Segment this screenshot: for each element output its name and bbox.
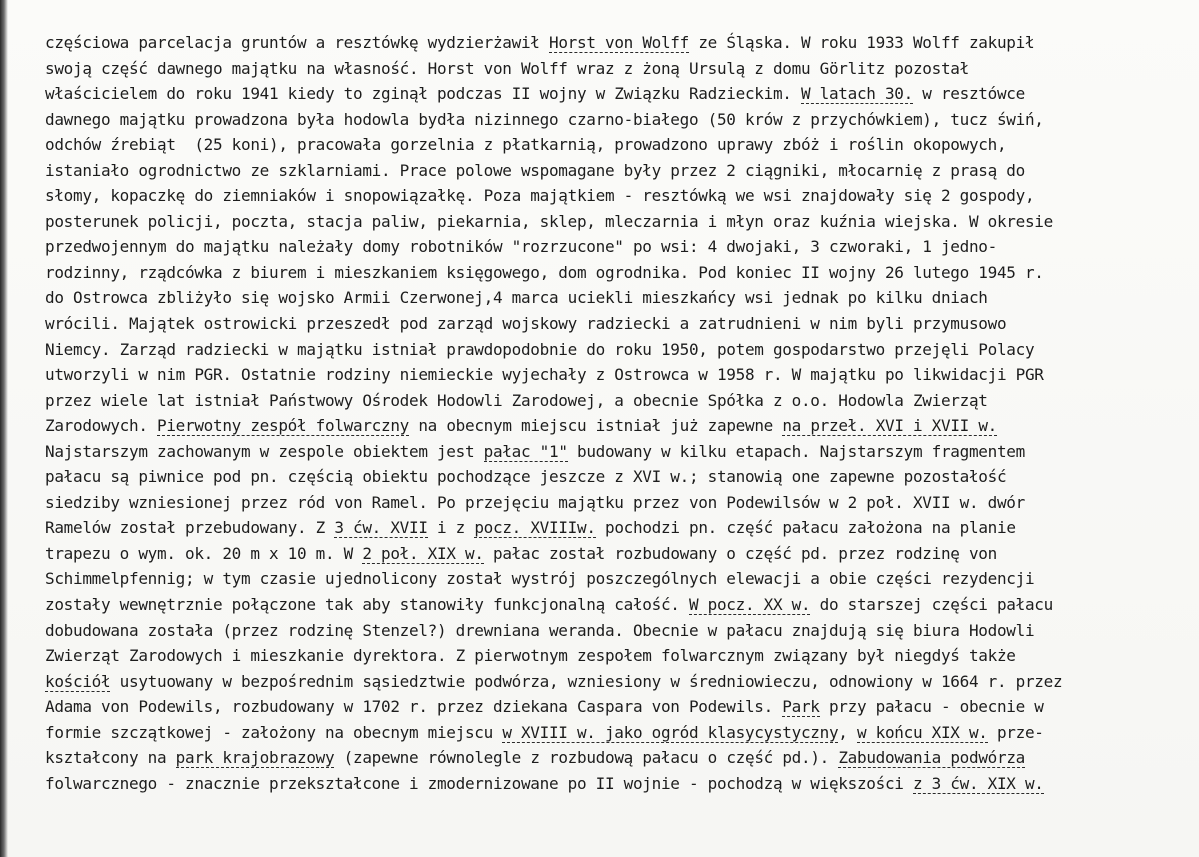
underlined-phrase: w końcu XIX w. [856,722,988,742]
text-segment: właścicielem do roku 1941 kiedy to zginął podczas II wojny w Związku Radzieckim. [45,84,801,104]
text-line [45,132,1185,158]
underlined-phrase: na przeł. XVI i XVII w. [782,416,997,436]
text-line [45,771,1185,797]
text-segment: pałac został rozbudowany o część pd. przez rodzinę von [483,543,997,563]
underlined-phrase: Pierwotny zespół folwarczny [157,416,409,436]
text-segment: istaniało ogrodnictwo ze szklarniami. Prace polowe wspomagane były przez 2 ciągniki, młocarnię z prasą do [45,160,1025,180]
text-segment: kształcony na [45,748,176,768]
text-line [45,183,1185,209]
text-segment: dobudowana została (przez rodzinę Stenzel?) drewniana weranda. Obecnie w pałacu znajdują się biura Hodowli [45,620,1035,640]
text-line [45,81,1185,107]
text-segment: na obecnym miejscu istniał już zapewne [409,416,783,436]
text-line [45,56,1185,82]
text-line [45,541,1185,567]
text-segment: posterunek policji, poczta, stacja paliw, piekarnia, sklep, mleczarnia i młyn oraz kuźnia wiejska. W okresie [45,211,1053,231]
text-segment: do Ostrowca zbliżyło się wojsko Armii Czerwonej,4 marca uciekli mieszkańcy wsi jednak po kilku dniach [45,288,988,308]
underlined-phrase: kościół [45,671,111,691]
text-segment: Zwierząt Zarodowych i mieszkanie dyrektora. Z pierwotnym zespołem folwarcznym związany był niegdyś także [45,646,1016,666]
underlined-phrase: Zabudowania podwórza [838,748,1025,768]
page-edge-shadow [0,0,8,857]
text-segment: swoją część dawnego majątku na własność. Horst von Wolff wraz z żoną Ursulą z domu Görlitz pozostał [45,58,969,78]
text-segment: i z [427,518,475,538]
underlined-phrase: Park [782,697,820,717]
text-segment: dawnego majątku prowadzona była hodowla bydła nizinnego czarno-białego (50 krów z przychówkiem), tucz świń, [45,109,1044,129]
text-line [45,413,1185,439]
underlined-phrase: pocz. XVIIIw. [474,518,596,538]
text-segment: przez wiele lat istniał Państwowy Ośrodek Hodowli Zarodowej, a obecnie Spółka z o.o. Hodowla Zwierząt [45,390,988,410]
text-line [45,643,1185,669]
typewritten-text [45,30,1185,796]
text-segment: Ramelów został przebudowany. Z [45,518,335,538]
text-segment: odchów źrebiąt (25 koni), pracowała gorzelnia z płatkarnią, prowadzono uprawy zbóż i roślin okopowych, [45,135,1007,155]
text-segment: pałacu są piwnice pod pn. częścią obiektu pochodzące jeszcze z XVI w.; stanowią one zapewne pozostałość [45,467,1007,487]
text-segment: usytuowany w bezpośrednim sąsiedztwie podwórza, wzniesiony w średniowieczu, odnowiony w 1664 r. przez [110,671,1063,691]
text-line [45,439,1185,465]
text-segment: pochodzi pn. część pałacu założona na planie [595,518,1016,538]
underlined-phrase: park krajobrazowy [175,748,335,768]
text-line [45,285,1185,311]
text-line [45,260,1185,286]
text-segment: , [838,722,857,742]
text-line [45,388,1185,414]
underlined-phrase: W latach 30. [800,84,913,104]
text-line [45,234,1185,260]
text-segment: Niemcy. Zarząd radziecki w majątku istniał prawdopodobnie do roku 1950, potem gospodarstwo przejęli Polacy [45,339,1035,359]
text-segment: przedwojennym do majątku należały domy robotników "rozrzucone" po wsi: 4 dwojaki, 3 czworaki, 1 jedno- [45,237,997,257]
underlined-phrase: w XVIII w. jako ogród klasycystyczny [502,722,839,742]
text-segment: formie szczątkowej - założony na obecnym miejscu [45,722,503,742]
underlined-phrase: 2 poł. XIX w. [362,543,484,563]
text-segment: Zarodowych. [45,416,157,436]
text-line [45,362,1185,388]
text-segment: częściowa parcelacja gruntów a resztówkę wydzierżawił [45,33,549,52]
text-line [45,490,1185,516]
text-segment: przy pałacu - obecnie w [819,697,1044,717]
text-segment: wrócili. Majątek ostrowicki przeszedł pod zarząd wojskowy radziecki a zatrudnieni w nim byli przymusowo [45,314,1007,334]
text-segment: do starszej części pałacu [810,595,1053,615]
underlined-phrase: W pocz. XX w. [688,595,811,615]
text-segment: Schimmelpfennig; w tym czasie ujednolicony został wystrój poszczególnych elewacji a obie części rezydencji [45,569,1035,589]
text-line [45,107,1185,133]
text-segment: słomy, kopaczkę do ziemniaków i snopowiązałkę. Poza majątkiem - resztówką we wsi znajdowały się 2 gospody, [45,186,1035,206]
text-segment: budowany w kilku etapach. Najstarszym fragmentem [567,441,1025,461]
text-line [45,337,1185,363]
text-line [45,745,1185,771]
text-segment: Adama von Podewils, rozbudowany w 1702 r. przez dziekana Caspara von Podewils. [45,697,783,717]
text-segment: folwarcznego - znacznie przekształcone i zmodernizowane po II wojnie - pochodzą w większości [45,773,913,793]
underlined-phrase: pałac "1" [483,441,568,461]
text-segment: siedziby wzniesionej przez ród von Ramel. Po przejęciu majątku przez von Podewilsów w 2 poł. XVII w. dwór [45,492,1025,512]
text-segment: ze Śląska. W roku 1933 Wolff zakupił [688,33,1035,52]
text-line [45,618,1185,644]
text-line [45,209,1185,235]
text-segment: trapezu o wym. ok. 20 m x 10 m. W [45,543,363,563]
text-segment: utworzyli w nim PGR. Ostatnie rodziny niemieckie wyjechały z Ostrowca w 1958 r. W majątku po likwidacji PGR [45,365,1044,385]
text-segment: prze- [987,722,1044,742]
text-line [45,669,1185,695]
text-line [45,158,1185,184]
text-segment: Najstarszym zachowanym w zespole obiektem jest [45,441,484,461]
text-line [45,566,1185,592]
underlined-phrase: z 3 ćw. XIX w. [912,773,1044,793]
text-line [45,694,1185,720]
text-segment: zostały wewnętrznie połączone tak aby stanowiły funkcjonalną całość. [45,595,689,615]
underlined-phrase: Horst von Wolff [548,33,689,52]
text-line [45,720,1185,746]
text-line [45,592,1185,618]
text-segment: rodzinny, rządcówka z biurem i mieszkaniem księgowego, dom ogrodnika. Pod koniec II wojny 26 lutego 1945 r. [45,262,1044,282]
text-line [45,311,1185,337]
text-line [45,515,1185,541]
text-line [45,464,1185,490]
text-line [45,30,1185,56]
underlined-phrase: 3 ćw. XVII [334,518,428,538]
text-segment: (zapewne równolegle z rozbudową pałacu o część pd.). [334,748,839,768]
text-segment: w resztówce [912,84,1025,104]
